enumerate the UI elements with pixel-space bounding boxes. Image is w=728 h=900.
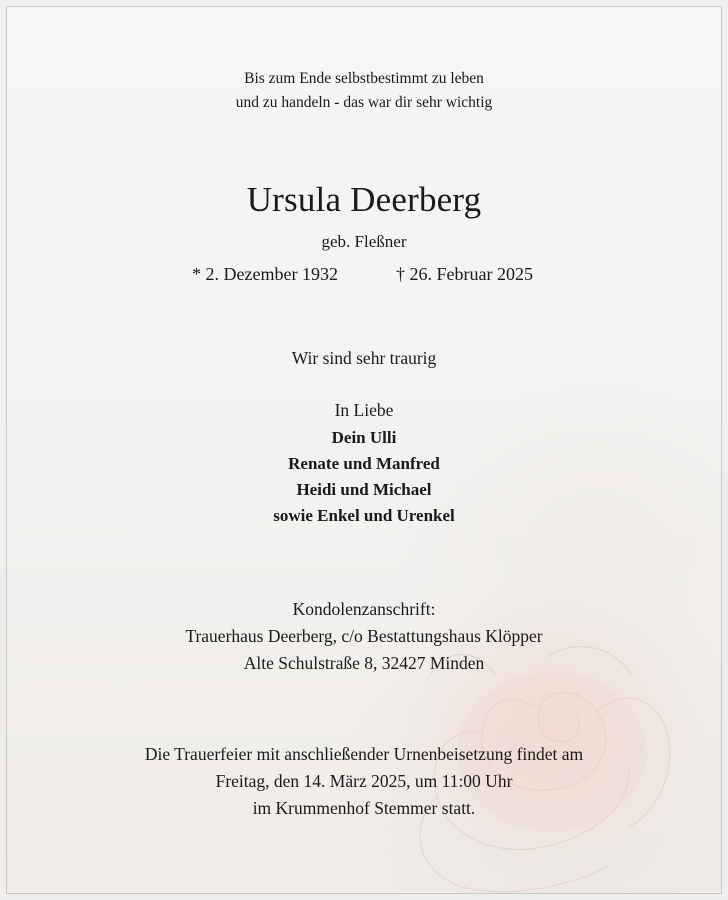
mourner-name: Renate und Manfred	[288, 454, 440, 473]
mourner-name: sowie Enkel und Urenkel	[273, 506, 455, 525]
obituary-card	[6, 6, 722, 894]
funeral-line-3: im Krummenhof Stemmer statt.	[252, 798, 476, 818]
signature-intro: In Liebe	[334, 400, 394, 420]
condolence-line-2: Alte Schulstraße 8, 32427 Minden	[243, 653, 485, 673]
signature-names	[7, 425, 721, 529]
condolence-address	[7, 596, 721, 677]
mourner-name: Heidi und Michael	[296, 480, 432, 499]
motto-line-2: und zu handeln - das war dir sehr wichtig	[235, 94, 493, 111]
death-date: † 26. Februar 2025	[396, 264, 533, 284]
birth-date: * 2. Dezember 1932	[192, 264, 338, 284]
rose-background-image	[367, 527, 722, 894]
grief-message: Wir sind sehr traurig	[291, 348, 437, 368]
funeral-notice	[7, 741, 721, 822]
motto-line-1: Bis zum Ende selbstbestimmt zu leben	[244, 70, 484, 87]
condolence-line-1: Trauerhaus Deerberg, c/o Bestattungshaus Klöpper	[185, 626, 543, 646]
maiden-name: geb. Fleßner	[321, 232, 407, 251]
deceased-name: Ursula Deerberg	[246, 180, 482, 219]
funeral-line-2: Freitag, den 14. März 2025, um 11:00 Uhr	[215, 771, 513, 791]
motto-quote	[7, 67, 721, 115]
mourner-name: Dein Ulli	[331, 428, 397, 447]
funeral-line-1: Die Trauerfeier mit anschließender Urnenbeisetzung findet am	[144, 744, 584, 764]
condolence-heading: Kondolenzanschrift:	[292, 599, 436, 619]
